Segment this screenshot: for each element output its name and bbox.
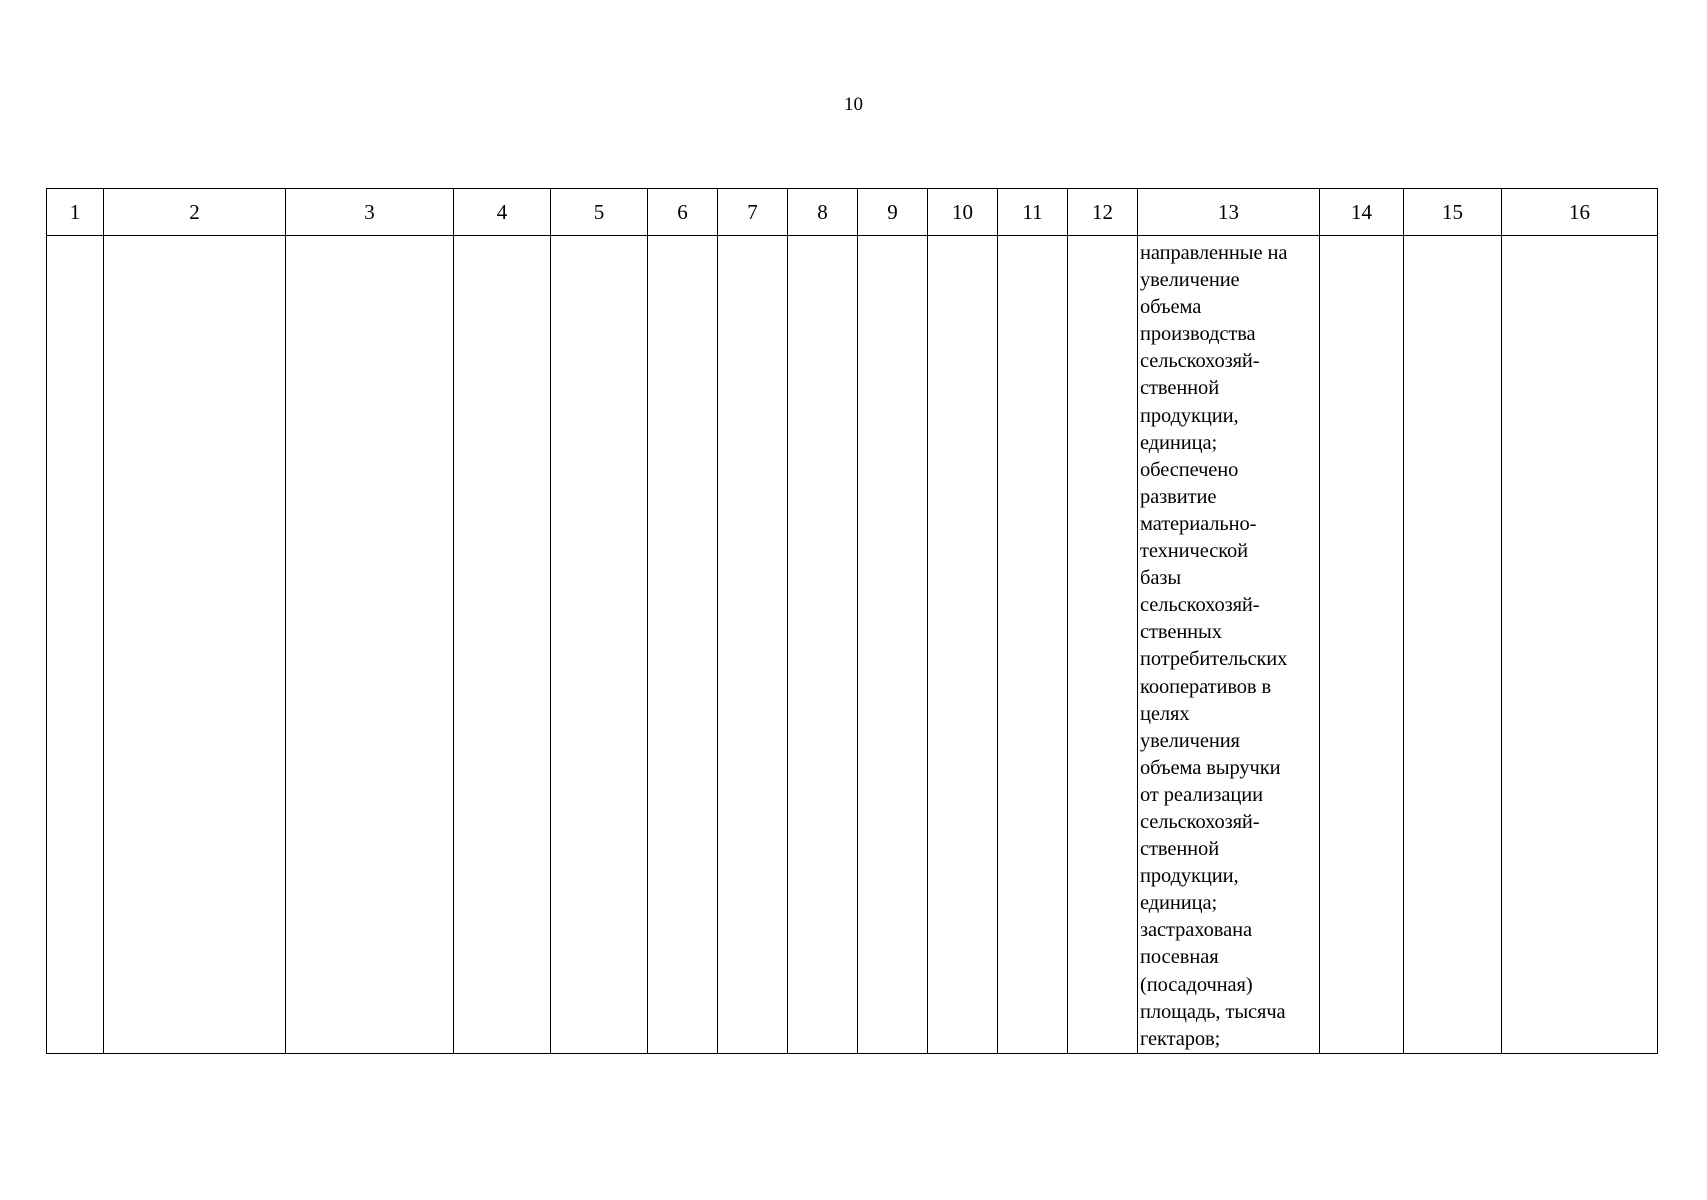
table-cell-col7 bbox=[718, 236, 788, 1054]
table-cell-col1 bbox=[47, 236, 104, 1054]
table-cell-col11 bbox=[998, 236, 1068, 1054]
column-header-16: 16 bbox=[1502, 189, 1658, 236]
column-header-1: 1 bbox=[47, 189, 104, 236]
col13-line: застрахована bbox=[1140, 919, 1252, 942]
col13-line: обеспечено bbox=[1140, 458, 1239, 481]
col13-line: гектаров; bbox=[1140, 1027, 1221, 1050]
col13-line: ственной bbox=[1140, 377, 1220, 400]
col13-text bbox=[1138, 236, 1319, 1053]
col13-line: сельскохозяй- bbox=[1140, 810, 1260, 833]
table-cell-col4 bbox=[454, 236, 551, 1054]
col13-line: (посадочная) bbox=[1140, 973, 1253, 996]
table-cell-col14 bbox=[1320, 236, 1404, 1054]
column-header-11: 11 bbox=[998, 189, 1068, 236]
table-cell-col13 bbox=[1138, 236, 1320, 1054]
col13-line: материально- bbox=[1140, 512, 1257, 535]
col13-line: целях bbox=[1140, 702, 1190, 725]
col13-line: увеличения bbox=[1140, 729, 1240, 752]
col13-line: кооперативов в bbox=[1140, 675, 1272, 698]
col13-line: увеличение bbox=[1140, 269, 1240, 292]
table-cell-col9 bbox=[858, 236, 928, 1054]
col13-line: площадь, тысяча bbox=[1140, 1000, 1286, 1023]
column-header-4: 4 bbox=[454, 189, 551, 236]
column-header-13: 13 bbox=[1138, 189, 1320, 236]
col13-line: направленные на bbox=[1140, 242, 1288, 264]
col13-line: производства bbox=[1140, 323, 1256, 346]
col13-line: потребительских bbox=[1140, 648, 1288, 671]
col13-line: развитие bbox=[1140, 485, 1217, 508]
col13-line: ственной bbox=[1140, 838, 1220, 861]
table-cell-col8 bbox=[788, 236, 858, 1054]
table-cell-col3 bbox=[286, 236, 454, 1054]
col13-line: базы bbox=[1140, 567, 1182, 590]
column-header-15: 15 bbox=[1404, 189, 1502, 236]
column-header-2: 2 bbox=[104, 189, 286, 236]
column-header-5: 5 bbox=[551, 189, 648, 236]
column-header-7: 7 bbox=[718, 189, 788, 236]
col13-line: сельскохозяй- bbox=[1140, 350, 1260, 373]
col13-line: от реализации bbox=[1140, 783, 1263, 806]
table-cell-col10 bbox=[928, 236, 998, 1054]
table-cell-col5 bbox=[551, 236, 648, 1054]
col13-line: продукции, bbox=[1140, 404, 1239, 427]
table-cell-col2 bbox=[104, 236, 286, 1054]
column-header-8: 8 bbox=[788, 189, 858, 236]
col13-line: продукции, bbox=[1140, 865, 1239, 888]
column-header-12: 12 bbox=[1068, 189, 1138, 236]
col13-line: единица; bbox=[1140, 892, 1218, 915]
table-cell-col16 bbox=[1502, 236, 1658, 1054]
table-header-row bbox=[47, 189, 1658, 236]
data-table bbox=[46, 188, 1658, 1054]
col13-line: объема bbox=[1140, 296, 1202, 319]
column-header-3: 3 bbox=[286, 189, 454, 236]
table-cell-col12 bbox=[1068, 236, 1138, 1054]
col13-line: единица; bbox=[1140, 431, 1218, 454]
col13-line: ственных bbox=[1140, 621, 1222, 644]
column-header-14: 14 bbox=[1320, 189, 1404, 236]
table-row bbox=[47, 236, 1658, 1054]
col13-line: объема выручки bbox=[1140, 756, 1281, 779]
column-header-9: 9 bbox=[858, 189, 928, 236]
column-header-6: 6 bbox=[648, 189, 718, 236]
column-header-10: 10 bbox=[928, 189, 998, 236]
page-number: 10 bbox=[844, 94, 863, 115]
col13-line: технической bbox=[1140, 540, 1249, 563]
col13-line: сельскохозяй- bbox=[1140, 594, 1260, 617]
table-cell-col15 bbox=[1404, 236, 1502, 1054]
table-cell-col6 bbox=[648, 236, 718, 1054]
col13-line: посевная bbox=[1140, 946, 1219, 969]
